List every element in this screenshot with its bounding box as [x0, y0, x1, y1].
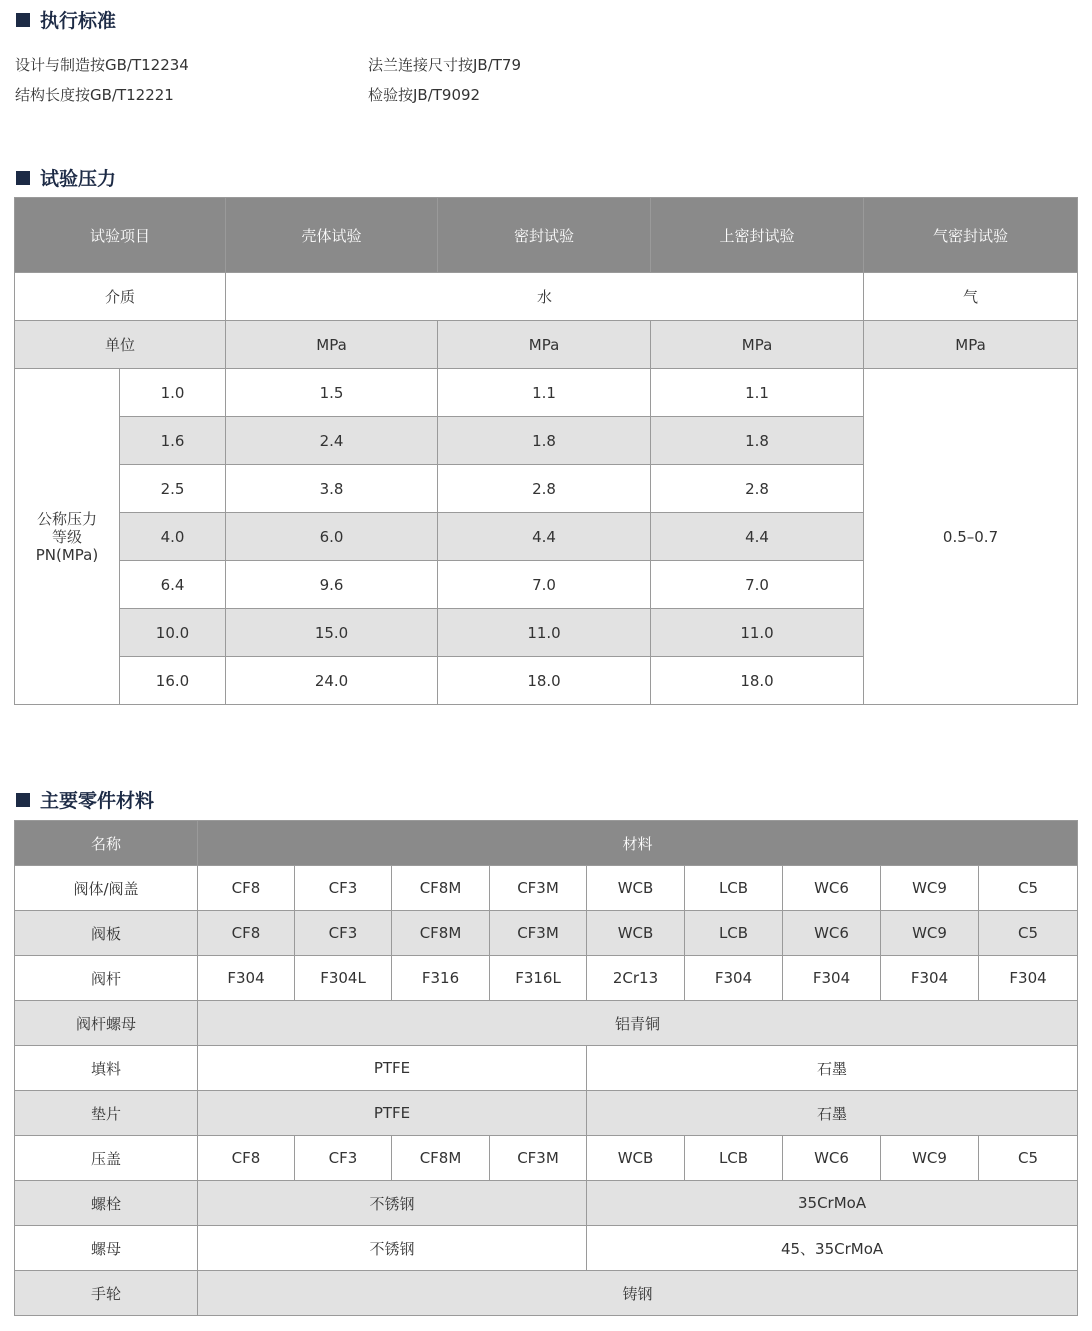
material-cell: 35CrMoA [587, 1181, 1078, 1226]
unit-cell: MPa [651, 321, 864, 369]
material-cell: PTFE [198, 1046, 587, 1091]
pressure-row [15, 369, 1078, 417]
standards-title: 执行标准 [40, 10, 117, 32]
material-cell: C5 [979, 911, 1078, 956]
material-cell: C5 [979, 1136, 1078, 1181]
material-row-stem-nut [15, 1001, 1078, 1046]
pn-value: 2.5 [120, 465, 226, 513]
seal-value: 1.8 [438, 417, 651, 465]
part-name: 填料 [15, 1046, 198, 1091]
material-cell: CF8M [392, 1136, 490, 1181]
material-cell: F304 [685, 956, 783, 1001]
pressure-table [14, 197, 1078, 705]
back-seal-value: 2.8 [651, 465, 864, 513]
section-title-standards [16, 6, 116, 33]
material-cell: F304 [783, 956, 881, 1001]
square-bullet-icon [16, 171, 30, 185]
medium-gas: 气 [864, 273, 1078, 321]
material-row-stem [15, 956, 1078, 1001]
pn-label-line: 等级 [51, 527, 82, 546]
shell-value: 15.0 [226, 609, 438, 657]
material-cell: CF3M [490, 911, 587, 956]
medium-row [15, 273, 1078, 321]
material-cell: C5 [979, 866, 1078, 911]
seal-value: 1.1 [438, 369, 651, 417]
seal-value: 2.8 [438, 465, 651, 513]
material-cell: F316 [392, 956, 490, 1001]
pn-value: 1.6 [120, 417, 226, 465]
header-material: 材料 [198, 821, 1078, 866]
material-cell: WC6 [783, 866, 881, 911]
shell-value: 6.0 [226, 513, 438, 561]
shell-value: 9.6 [226, 561, 438, 609]
material-cell: 45、35CrMoA [587, 1226, 1078, 1271]
material-cell: 2Cr13 [587, 956, 685, 1001]
part-name: 螺栓 [15, 1181, 198, 1226]
material-cell: CF3M [490, 866, 587, 911]
pn-label-line: PN(MPa) [35, 545, 99, 564]
material-cell: WCB [587, 866, 685, 911]
standard-length: 结构长度按GB/T12221 [15, 86, 174, 104]
pn-label-line: 公称压力 [36, 509, 97, 528]
material-cell: CF8M [392, 866, 490, 911]
header-seal-test: 密封试验 [438, 198, 651, 273]
part-name: 手轮 [15, 1271, 198, 1316]
material-cell: 石墨 [587, 1091, 1078, 1136]
section-title-pressure [16, 164, 116, 191]
back-seal-value: 1.1 [651, 369, 864, 417]
material-cell: CF3M [490, 1136, 587, 1181]
pressure-header-row [15, 198, 1078, 273]
part-name: 垫片 [15, 1091, 198, 1136]
part-name: 阀板 [15, 911, 198, 956]
material-row-bolt [15, 1181, 1078, 1226]
materials-header-row [15, 821, 1078, 866]
material-cell: F304L [295, 956, 392, 1001]
unit-cell: MPa [864, 321, 1078, 369]
back-seal-value: 7.0 [651, 561, 864, 609]
material-cell: LCB [685, 866, 783, 911]
shell-value: 2.4 [226, 417, 438, 465]
material-cell: LCB [685, 911, 783, 956]
material-cell: WCB [587, 911, 685, 956]
seal-value: 4.4 [438, 513, 651, 561]
material-cell: WC6 [783, 1136, 881, 1181]
pn-value: 10.0 [120, 609, 226, 657]
section-title-materials [16, 786, 154, 813]
standard-flange: 法兰连接尺寸按JB/T79 [368, 56, 522, 74]
header-test-item: 试验项目 [15, 198, 226, 273]
material-cell: CF3 [295, 1136, 392, 1181]
medium-water: 水 [226, 273, 864, 321]
material-cell: F304 [198, 956, 295, 1001]
material-row-body [15, 866, 1078, 911]
part-name: 阀杆螺母 [15, 1001, 198, 1046]
header-gas-seal-test: 气密封试验 [864, 198, 1078, 273]
header-back-seal-test: 上密封试验 [651, 198, 864, 273]
square-bullet-icon [16, 793, 30, 807]
unit-label: 单位 [15, 321, 226, 369]
material-cell: 铸钢 [198, 1271, 1078, 1316]
material-cell: PTFE [198, 1091, 587, 1136]
unit-cell: MPa [226, 321, 438, 369]
materials-table [14, 820, 1078, 1316]
header-name: 名称 [15, 821, 198, 866]
part-name: 压盖 [15, 1136, 198, 1181]
unit-cell: MPa [438, 321, 651, 369]
material-cell: CF8M [392, 911, 490, 956]
standard-design: 设计与制造按GB/T12234 [15, 56, 189, 74]
material-cell: LCB [685, 1136, 783, 1181]
pressure-title: 试验压力 [40, 168, 117, 190]
material-cell: WC9 [881, 911, 979, 956]
materials-title: 主要零件材料 [40, 790, 155, 812]
gas-seal-value: 0.5–0.7 [864, 369, 1078, 705]
pn-value: 6.4 [120, 561, 226, 609]
material-cell: WC6 [783, 911, 881, 956]
shell-value: 3.8 [226, 465, 438, 513]
material-cell: F304 [979, 956, 1078, 1001]
pn-value: 4.0 [120, 513, 226, 561]
material-cell: CF3 [295, 911, 392, 956]
material-row-handwheel [15, 1271, 1078, 1316]
material-cell: CF3 [295, 866, 392, 911]
shell-value: 24.0 [226, 657, 438, 705]
material-cell: F304 [881, 956, 979, 1001]
unit-row [15, 321, 1078, 369]
shell-value: 1.5 [226, 369, 438, 417]
material-cell: CF8 [198, 1136, 295, 1181]
square-bullet-icon [16, 13, 30, 27]
back-seal-value: 4.4 [651, 513, 864, 561]
medium-label: 介质 [15, 273, 226, 321]
standard-inspection: 检验按JB/T9092 [368, 86, 481, 104]
material-cell: 不锈钢 [198, 1181, 587, 1226]
material-cell: 不锈钢 [198, 1226, 587, 1271]
part-name: 阀体/阀盖 [15, 866, 198, 911]
material-row-gland [15, 1136, 1078, 1181]
material-cell: CF8 [198, 866, 295, 911]
header-shell-test: 壳体试验 [226, 198, 438, 273]
material-cell: WC9 [881, 1136, 979, 1181]
seal-value: 18.0 [438, 657, 651, 705]
material-row-nut [15, 1226, 1078, 1271]
back-seal-value: 18.0 [651, 657, 864, 705]
part-name: 螺母 [15, 1226, 198, 1271]
back-seal-value: 1.8 [651, 417, 864, 465]
material-row-packing [15, 1046, 1078, 1091]
material-cell: F316L [490, 956, 587, 1001]
material-cell: 石墨 [587, 1046, 1078, 1091]
pn-value: 16.0 [120, 657, 226, 705]
material-row-gate [15, 911, 1078, 956]
part-name: 阀杆 [15, 956, 198, 1001]
pn-label [15, 369, 120, 705]
seal-value: 11.0 [438, 609, 651, 657]
material-cell: 铝青铜 [198, 1001, 1078, 1046]
material-cell: CF8 [198, 911, 295, 956]
pn-value: 1.0 [120, 369, 226, 417]
material-row-gasket [15, 1091, 1078, 1136]
material-cell: WCB [587, 1136, 685, 1181]
seal-value: 7.0 [438, 561, 651, 609]
material-cell: WC9 [881, 866, 979, 911]
back-seal-value: 11.0 [651, 609, 864, 657]
